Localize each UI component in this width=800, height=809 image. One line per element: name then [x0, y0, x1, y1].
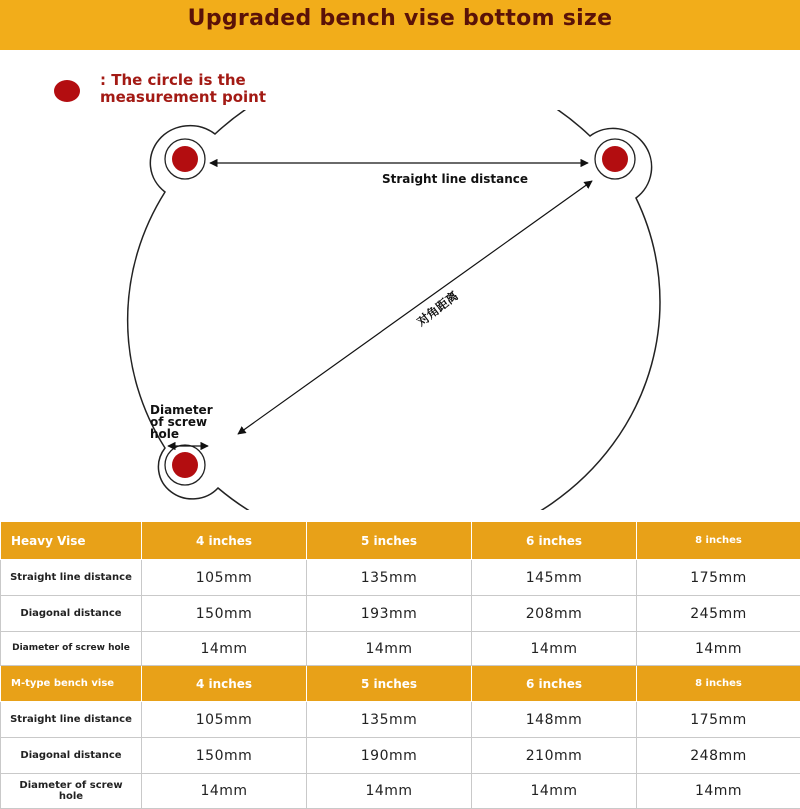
table-cell: 245mm — [637, 596, 800, 632]
row-label: Diameter of screw hole — [1, 774, 142, 809]
table-cell: 14mm — [142, 774, 307, 809]
table-cell: 14mm — [637, 774, 800, 809]
table-cell: 150mm — [142, 738, 307, 774]
table-cell: 135mm — [307, 560, 472, 596]
table-row — [1, 702, 800, 738]
diagonal-distance-label: 对角距离 — [413, 288, 461, 330]
header-m-type-vise: M-type bench vise — [1, 666, 142, 702]
vise-base-diagram — [0, 110, 800, 510]
table-cell: 248mm — [637, 738, 800, 774]
table-cell: 150mm — [142, 596, 307, 632]
table-cell: 145mm — [472, 560, 637, 596]
table-cell: 148mm — [472, 702, 637, 738]
legend-text: : The circle is the measurement point — [100, 72, 360, 106]
screw-hole-label-line-2: of screw — [150, 415, 207, 429]
mounting-hole-top-left — [165, 139, 205, 179]
row-label: Diagonal distance — [1, 738, 142, 774]
header-heavy-vise: Heavy Vise — [1, 522, 142, 560]
page-title: Upgraded bench vise bottom size — [0, 0, 800, 50]
table-cell: 210mm — [472, 738, 637, 774]
row-label: Straight line distance — [1, 560, 142, 596]
table-cell: 190mm — [307, 738, 472, 774]
table-cell: 175mm — [637, 560, 800, 596]
mounting-hole-top-right — [595, 139, 635, 179]
table-row — [1, 774, 800, 809]
mounting-hole-bottom-left — [165, 445, 205, 485]
diagonal-distance-arrow — [238, 181, 592, 434]
header-size: 4 inches — [142, 666, 307, 702]
screw-hole-label-line-1: Diameter — [150, 403, 213, 417]
dimension-table — [0, 521, 800, 809]
row-label: Diameter of screw hole — [1, 632, 142, 666]
table-cell: 105mm — [142, 702, 307, 738]
table-cell: 135mm — [307, 702, 472, 738]
table-row — [1, 596, 800, 632]
table-cell: 14mm — [637, 632, 800, 666]
table-cell: 193mm — [307, 596, 472, 632]
row-label: Straight line distance — [1, 702, 142, 738]
header-size: 6 inches — [472, 666, 637, 702]
table-header-row — [1, 666, 800, 702]
measurement-point-icon — [54, 80, 80, 102]
header-size: 4 inches — [142, 522, 307, 560]
table-cell: 105mm — [142, 560, 307, 596]
table-row — [1, 632, 800, 666]
table-cell: 175mm — [637, 702, 800, 738]
header-size: 6 inches — [472, 522, 637, 560]
straight-distance-label: Straight line distance — [382, 172, 528, 186]
table-row — [1, 560, 800, 596]
table-header-row — [1, 522, 800, 560]
table-row — [1, 738, 800, 774]
table-cell: 14mm — [307, 632, 472, 666]
base-outline — [128, 110, 660, 510]
table-cell: 208mm — [472, 596, 637, 632]
table-cell: 14mm — [142, 632, 307, 666]
header-size: 8 inches — [637, 522, 800, 560]
header-size: 8 inches — [637, 666, 800, 702]
row-label: Diagonal distance — [1, 596, 142, 632]
screw-hole-label-line-3: hole — [150, 427, 179, 441]
table-cell: 14mm — [472, 632, 637, 666]
table-cell: 14mm — [472, 774, 637, 809]
table-cell: 14mm — [307, 774, 472, 809]
header-size: 5 inches — [307, 666, 472, 702]
header-size: 5 inches — [307, 522, 472, 560]
